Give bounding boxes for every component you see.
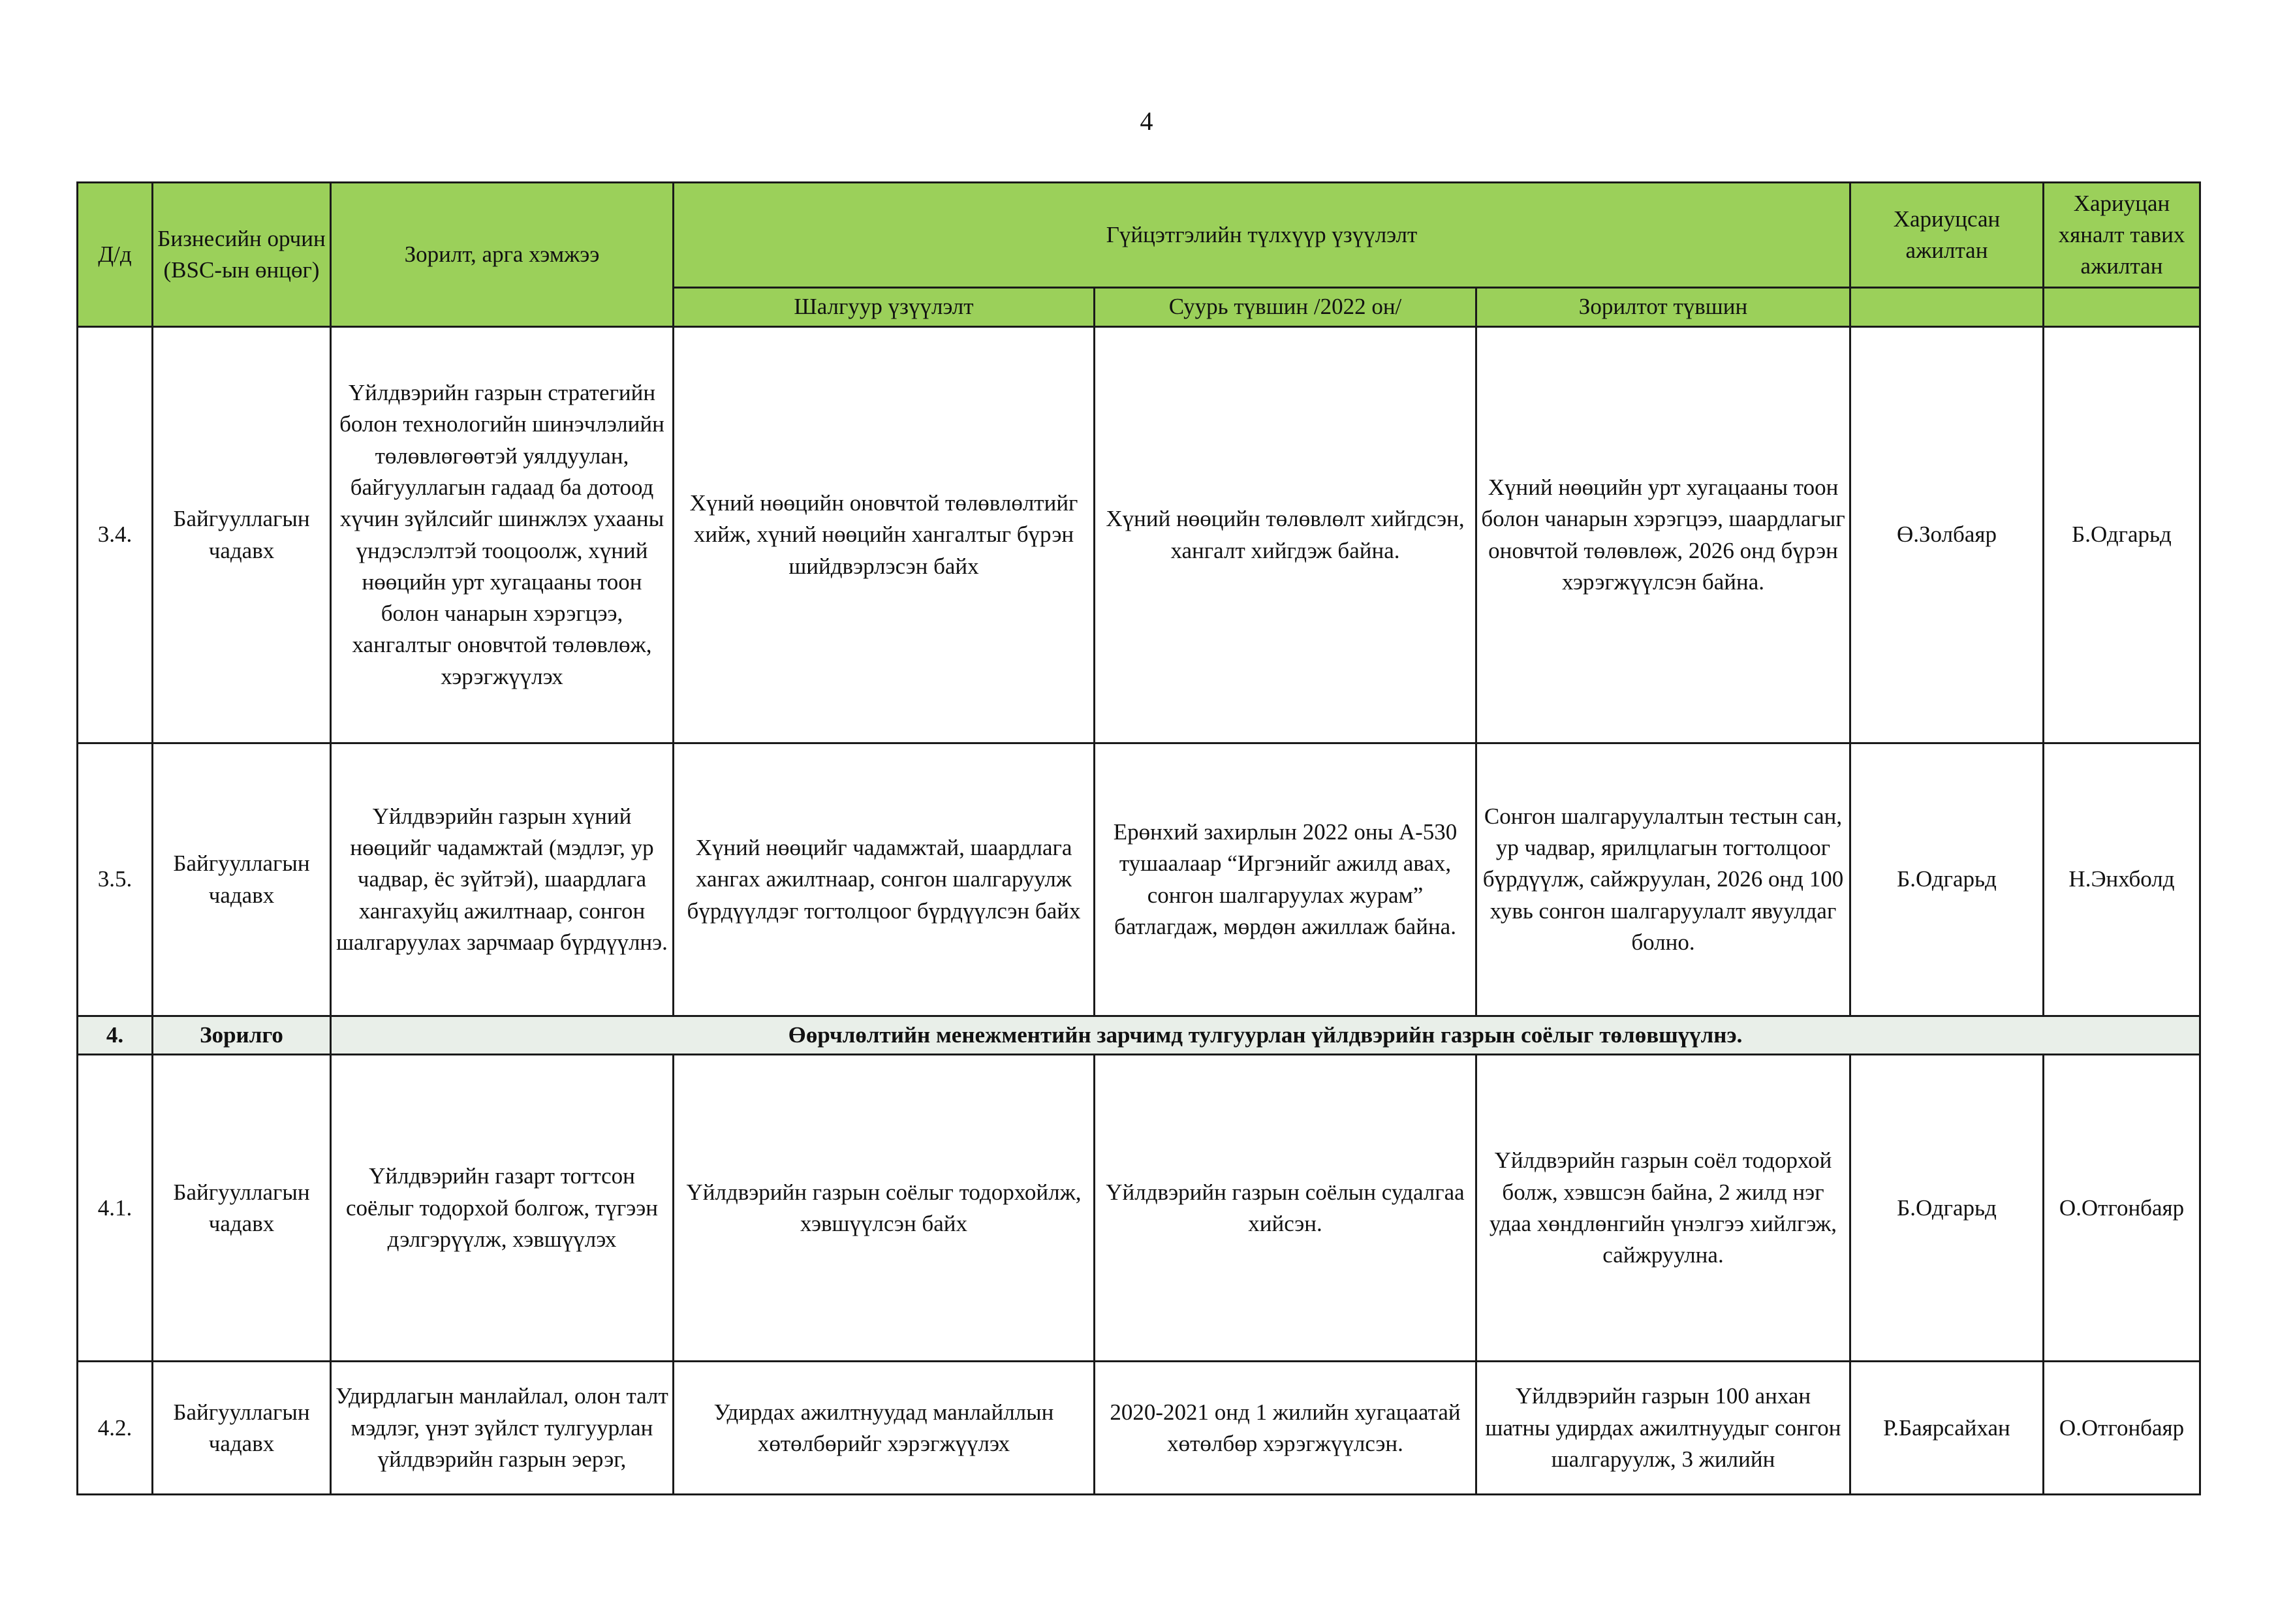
row-number: 4.1. [78,1055,153,1362]
row-number: 3.5. [78,743,153,1016]
row-baseline: Үйлдвэрийн газрын соёлын судалгаа хийсэн. [1095,1055,1476,1362]
row-criterion: Хүний нөөцийг чадамжтай, шаардлага хангах ажилтнаар, сонгон шалгаруулж бүрдүүлдэг тогтолцоог бүрдүүлсэн байх [674,743,1095,1016]
row-action: Үйлдвэрийн газарт тогтсон соёлыг тодорхой болгож, түгээн дэлгэрүүлж, хэвшүүлэх [331,1055,674,1362]
header-target: Зорилтот түвшин [1476,288,1850,327]
header-row [78,183,2200,288]
row-baseline: 2020-2021 онд 1 жилийн хугацаатай хөтөлбөр хэрэгжүүлсэн. [1095,1362,1476,1495]
table-row [78,327,2200,743]
goal-label: Зорилго [153,1016,331,1055]
header-responsible: Хариуцсан ажилтан [1850,183,2044,288]
header-baseline: Суурь түвшин /2022 он/ [1095,288,1476,327]
row-business-environment: Байгууллагын чадавх [153,743,331,1016]
row-responsible: Б.Одгарьд [1850,1055,2044,1362]
header-controller: Хариуцан хяналт тавих ажилтан [2044,183,2200,288]
goal-text: Өөрчлөлтийн менежментийн зарчимд тулгуурлан үйлдвэрийн газрын соёлыг төлөвшүүлнэ. [331,1016,2200,1055]
row-target: Үйлдвэрийн газрын соёл тодорхой болж, хэвшсэн байна, 2 жилд нэг удаа хөндлөнгийн үнэлгээ хийлгэж, сайжруулна. [1476,1055,1850,1362]
row-controller: О.Отгонбаяр [2044,1362,2200,1495]
goal-number: 4. [78,1016,153,1055]
header-empty-cell [2044,288,2200,327]
strategic-plan-table [76,181,2201,1495]
row-action: Үйлдвэрийн газрын стратегийн болон технологийн шинэчлэлийн төлөвлөгөөтэй уялдуулан, байгууллагын гадаад ба дотоод хүчин зүйлсийг шинжлэх ухааны үндэслэлтэй тооцоолж, хүний нөөцийн урт хугацааны тоон болон чанарын хэрэгцээ, хангалтыг оновчтой төлөвлөж, хэрэгжүүлэх [331,327,674,743]
row-responsible: Ө.Золбаяр [1850,327,2044,743]
row-criterion: Удирдах ажилтнуудад манлайллын хөтөлбөрийг хэрэгжүүлэх [674,1362,1095,1495]
row-action: Үйлдвэрийн газрын хүний нөөцийг чадамжтай (мэдлэг, ур чадвар, ёс зүйтэй), шаардлага хангахуйц ажилтнаар, сонгон шалгаруулах зарчмаар бүрдүүлнэ. [331,743,674,1016]
row-criterion: Үйлдвэрийн газрын соёлыг тодорхойлж, хэвшүүлсэн байх [674,1055,1095,1362]
header-criterion: Шалгуур үзүүлэлт [674,288,1095,327]
row-baseline: Ерөнхий захирлын 2022 оны А-530 тушаалаар “Иргэнийг ажилд авах, сонгон шалгаруулах журам” батлагдаж, мөрдөн ажиллаж байна. [1095,743,1476,1016]
row-business-environment: Байгууллагын чадавх [153,1362,331,1495]
row-responsible: Р.Баярсайхан [1850,1362,2044,1495]
header-dd: Д/д [78,183,153,327]
page-number: 4 [1140,106,1153,136]
row-business-environment: Байгууллагын чадавх [153,1055,331,1362]
table-row [78,1055,2200,1362]
row-controller: Н.Энхболд [2044,743,2200,1016]
row-baseline: Хүний нөөцийн төлөвлөлт хийгдсэн, хангалт хийгдэж байна. [1095,327,1476,743]
goal-row [78,1016,2200,1055]
table-row [78,1362,2200,1495]
row-target: Сонгон шалгаруулалтын тестын сан, ур чадвар, ярилцлагын тогтолцоог бүрдүүлж, сайжруулан, 2026 онд 100 хувь сонгон шалгаруулалт явуулдаг болно. [1476,743,1850,1016]
header-goal-action: Зорилт, арга хэмжээ [331,183,674,327]
row-criterion: Хүний нөөцийн оновчтой төлөвлөлтийг хийж, хүний нөөцийн хангалтыг бүрэн шийдвэрлэсэн байх [674,327,1095,743]
row-number: 4.2. [78,1362,153,1495]
row-action: Удирдлагын манлайлал, олон талт мэдлэг, үнэт зүйлст тулгуурлан үйлдвэрийн газрын эерэг, [331,1362,674,1495]
row-number: 3.4. [78,327,153,743]
table-row [78,743,2200,1016]
header-empty-cell [1850,288,2044,327]
row-target: Хүний нөөцийн урт хугацааны тоон болон чанарын хэрэгцээ, шаардлагыг оновчтой төлөвлөж, 2026 онд бүрэн хэрэгжүүлсэн байна. [1476,327,1850,743]
header-business-environment: Бизнесийн орчин (BSC-ын өнцөг) [153,183,331,327]
row-responsible: Б.Одгарьд [1850,743,2044,1016]
row-target: Үйлдвэрийн газрын 100 анхан шатны удирдах ажилтнуудыг сонгон шалгаруулж, 3 жилийн [1476,1362,1850,1495]
row-controller: О.Отгонбаяр [2044,1055,2200,1362]
row-controller: Б.Одгарьд [2044,327,2200,743]
row-business-environment: Байгууллагын чадавх [153,327,331,743]
header-kpi: Гүйцэтгэлийн түлхүүр үзүүлэлт [674,183,1850,288]
